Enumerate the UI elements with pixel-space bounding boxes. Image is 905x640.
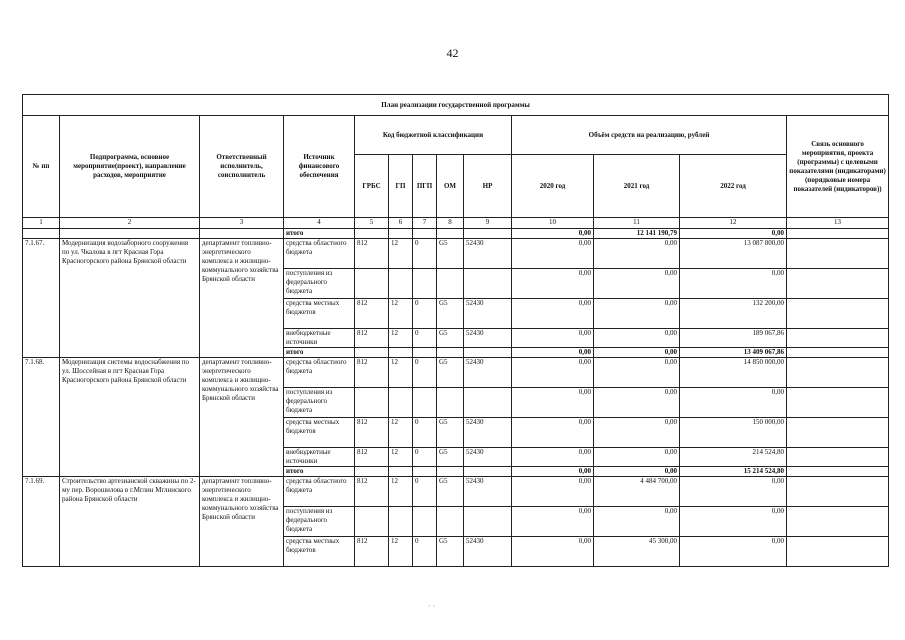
code-grbs — [355, 388, 389, 418]
funding-source: поступления из федерального бюджета — [284, 388, 355, 418]
code-om: G5 — [437, 448, 464, 467]
amount-2020: 0,00 — [512, 418, 594, 448]
amount-2021: 0,00 — [594, 448, 680, 467]
total-label: итого — [284, 467, 355, 477]
indicator-link — [787, 269, 889, 299]
column-number: 1 — [23, 218, 60, 229]
code-grbs: 812 — [355, 329, 389, 348]
header-executor: Ответственный исполнитель, соисполнитель — [200, 116, 284, 218]
code-grbs: 812 — [355, 299, 389, 329]
code-gp: 12 — [389, 418, 413, 448]
activity-name: Модернизация водозаборного сооружения по ул. Чкалова в пгт Красная Гора Красногорского района Брянской области — [60, 239, 200, 358]
activity-number: 7.1.67. — [23, 239, 60, 358]
indicator-link — [787, 467, 889, 477]
indicator-link — [787, 477, 889, 507]
code-grbs: 812 — [355, 537, 389, 567]
code-nr: 52430 — [464, 448, 512, 467]
code-nr: 52430 — [464, 358, 512, 388]
amount-2020: 0,00 — [512, 507, 594, 537]
amount-2022: 13 087 800,00 — [680, 239, 787, 269]
total-2022: 15 214 524,80 — [680, 467, 787, 477]
code-nr: 52430 — [464, 418, 512, 448]
activity-number: 7.1.68. — [23, 358, 60, 477]
column-number: 8 — [437, 218, 464, 229]
header-grbs: ГРБС — [355, 155, 389, 218]
amount-2020: 0,00 — [512, 329, 594, 348]
code-gp: 12 — [389, 448, 413, 467]
code-nr — [464, 507, 512, 537]
indicator-link — [787, 418, 889, 448]
table-row — [23, 358, 889, 388]
code-grbs: 812 — [355, 448, 389, 467]
amount-2021: 0,00 — [594, 299, 680, 329]
code-gp: 12 — [389, 329, 413, 348]
header-2022: 2022 год — [680, 155, 787, 218]
column-number: 6 — [389, 218, 413, 229]
code-nr: 52430 — [464, 477, 512, 507]
funding-source: средства областного бюджета — [284, 358, 355, 388]
total-2020: 0,00 — [512, 467, 594, 477]
amount-2020: 0,00 — [512, 537, 594, 567]
amount-2020: 0,00 — [512, 269, 594, 299]
funding-source: средства областного бюджета — [284, 477, 355, 507]
code-empty — [464, 467, 512, 477]
amount-2022: 0,00 — [680, 507, 787, 537]
code-empty — [464, 348, 512, 358]
amount-2020: 0,00 — [512, 448, 594, 467]
activity-name: Модернизация системы водоснабжения по ул. Шоссейная в пгт Красная Гора Красногорского района Брянской области — [60, 358, 200, 477]
code-nr: 52430 — [464, 537, 512, 567]
header-2021: 2021 год — [594, 155, 680, 218]
activity-name: Строительство артезианской скважины по 2-му пер. Ворошилова в г.Мглин Мглинского района Брянской области — [60, 477, 200, 567]
code-gp: 12 — [389, 239, 413, 269]
amount-2022: 132 200,00 — [680, 299, 787, 329]
column-number: 3 — [200, 218, 284, 229]
code-om — [437, 388, 464, 418]
code-pgp: 0 — [413, 418, 437, 448]
code-pgp: 0 — [413, 477, 437, 507]
activity-executor: департамент топливно-энергетического комплекса и жилищно-коммунального хозяйства Брянской области — [200, 477, 284, 567]
code-gp: 12 — [389, 358, 413, 388]
total-2020: 0,00 — [512, 348, 594, 358]
funding-source: средства областного бюджета — [284, 239, 355, 269]
funding-source: средства местных бюджетов — [284, 537, 355, 567]
funding-source: внебюджетные источники — [284, 448, 355, 467]
code-gp — [389, 388, 413, 418]
code-pgp — [413, 507, 437, 537]
amount-2021: 0,00 — [594, 388, 680, 418]
code-gp: 12 — [389, 299, 413, 329]
total-label: итого — [284, 229, 355, 239]
code-pgp: 0 — [413, 358, 437, 388]
header-gp: ГП — [389, 155, 413, 218]
column-number: 5 — [355, 218, 389, 229]
activity-executor: департамент топливно-энергетического комплекса и жилищно-коммунального хозяйства Брянской области — [200, 239, 284, 358]
header-nr: НР — [464, 155, 512, 218]
indicator-link — [787, 348, 889, 358]
code-om — [437, 269, 464, 299]
header-om: ОМ — [437, 155, 464, 218]
amount-2020: 0,00 — [512, 299, 594, 329]
total-2020: 0,00 — [512, 229, 594, 239]
code-om: G5 — [437, 358, 464, 388]
program-plan-table — [22, 94, 889, 567]
code-empty — [413, 348, 437, 358]
code-om: G5 — [437, 329, 464, 348]
header-activity: Подпрограмма, основное мероприятие(проект), направление расходов, мероприятие — [60, 116, 200, 218]
amount-2021: 0,00 — [594, 358, 680, 388]
amount-2022: 0,00 — [680, 537, 787, 567]
code-gp: 12 — [389, 537, 413, 567]
amount-2021: 0,00 — [594, 418, 680, 448]
code-empty — [389, 467, 413, 477]
code-pgp: 0 — [413, 537, 437, 567]
code-pgp: 0 — [413, 239, 437, 269]
amount-2021: 0,00 — [594, 269, 680, 299]
amount-2021: 0,00 — [594, 507, 680, 537]
column-number: 11 — [594, 218, 680, 229]
amount-2021: 45 300,00 — [594, 537, 680, 567]
header-pgp: ПГП — [413, 155, 437, 218]
code-empty — [437, 348, 464, 358]
table-title: План реализации государственной программы — [23, 95, 889, 116]
code-grbs: 812 — [355, 477, 389, 507]
indicator-link — [787, 448, 889, 467]
amount-2021: 4 484 700,00 — [594, 477, 680, 507]
code-grbs: 812 — [355, 358, 389, 388]
code-empty — [389, 348, 413, 358]
column-number: 2 — [60, 218, 200, 229]
amount-2021: 0,00 — [594, 239, 680, 269]
code-om: G5 — [437, 299, 464, 329]
header-num: № пп — [23, 116, 60, 218]
code-empty — [355, 467, 389, 477]
amount-2022: 14 850 000,00 — [680, 358, 787, 388]
amount-2020: 0,00 — [512, 239, 594, 269]
code-empty — [437, 467, 464, 477]
funding-source: поступления из федерального бюджета — [284, 507, 355, 537]
code-pgp: 0 — [413, 299, 437, 329]
code-om: G5 — [437, 477, 464, 507]
funding-source: поступления из федерального бюджета — [284, 269, 355, 299]
amount-2020: 0,00 — [512, 358, 594, 388]
total-2021: 12 141 190,79 — [594, 229, 680, 239]
code-nr — [464, 269, 512, 299]
total-label: итого — [284, 348, 355, 358]
amount-2020: 0,00 — [512, 477, 594, 507]
indicator-link — [787, 358, 889, 388]
header-budget-codes: Код бюджетной классификации — [355, 116, 512, 155]
column-number: 7 — [413, 218, 437, 229]
code-grbs: 812 — [355, 239, 389, 269]
funding-source: внебюджетные источники — [284, 329, 355, 348]
indicator-link — [787, 388, 889, 418]
code-grbs — [355, 507, 389, 537]
code-om: G5 — [437, 239, 464, 269]
amount-2022: 150 000,00 — [680, 418, 787, 448]
header-volume: Объём средств на реализацию, рублей — [512, 116, 787, 155]
indicator-link — [787, 299, 889, 329]
column-number: 9 — [464, 218, 512, 229]
total-2022: 13 409 067,86 — [680, 348, 787, 358]
code-gp: 12 — [389, 477, 413, 507]
code-gp — [389, 507, 413, 537]
code-nr: 52430 — [464, 299, 512, 329]
total-2021: 0,00 — [594, 467, 680, 477]
indicator-link — [787, 537, 889, 567]
code-grbs: 812 — [355, 418, 389, 448]
total-2021: 0,00 — [594, 348, 680, 358]
code-nr: 52430 — [464, 239, 512, 269]
indicator-link — [787, 239, 889, 269]
activity-executor: департамент топливно-энергетического комплекса и жилищно-коммунального хозяйства Брянской области — [200, 358, 284, 477]
code-nr: 52430 — [464, 329, 512, 348]
header-indicators: Связь основного мероприятия, проекта (программы) с целевыми показателями (индикаторами) (порядковые номера показателей (индикаторов)) — [787, 116, 889, 218]
amount-2022: 0,00 — [680, 388, 787, 418]
code-pgp: 0 — [413, 448, 437, 467]
code-gp — [389, 269, 413, 299]
code-om — [437, 507, 464, 537]
table-row — [23, 477, 889, 507]
code-om: G5 — [437, 418, 464, 448]
code-pgp: 0 — [413, 329, 437, 348]
code-om: G5 — [437, 537, 464, 567]
amount-2022: 0,00 — [680, 477, 787, 507]
amount-2022: 0,00 — [680, 269, 787, 299]
page-number: 42 — [446, 46, 459, 60]
indicator-link — [787, 507, 889, 537]
code-pgp — [413, 388, 437, 418]
code-nr — [464, 388, 512, 418]
top-total-row — [23, 229, 889, 239]
amount-2020: 0,00 — [512, 388, 594, 418]
header-source: Источник финансового обеспечения — [284, 116, 355, 218]
column-number: 10 — [512, 218, 594, 229]
footer-mark: · · — [428, 602, 436, 611]
amount-2022: 214 524,80 — [680, 448, 787, 467]
total-2022: 0,00 — [680, 229, 787, 239]
column-number: 13 — [787, 218, 889, 229]
header-2020: 2020 год — [512, 155, 594, 218]
funding-source: средства местных бюджетов — [284, 299, 355, 329]
code-pgp — [413, 269, 437, 299]
code-empty — [413, 467, 437, 477]
table-row — [23, 239, 889, 269]
activity-number: 7.1.69. — [23, 477, 60, 567]
column-number: 4 — [284, 218, 355, 229]
code-empty — [355, 348, 389, 358]
amount-2022: 189 067,86 — [680, 329, 787, 348]
funding-source: средства местных бюджетов — [284, 418, 355, 448]
code-grbs — [355, 269, 389, 299]
amount-2021: 0,00 — [594, 329, 680, 348]
indicator-link — [787, 329, 889, 348]
column-number: 12 — [680, 218, 787, 229]
